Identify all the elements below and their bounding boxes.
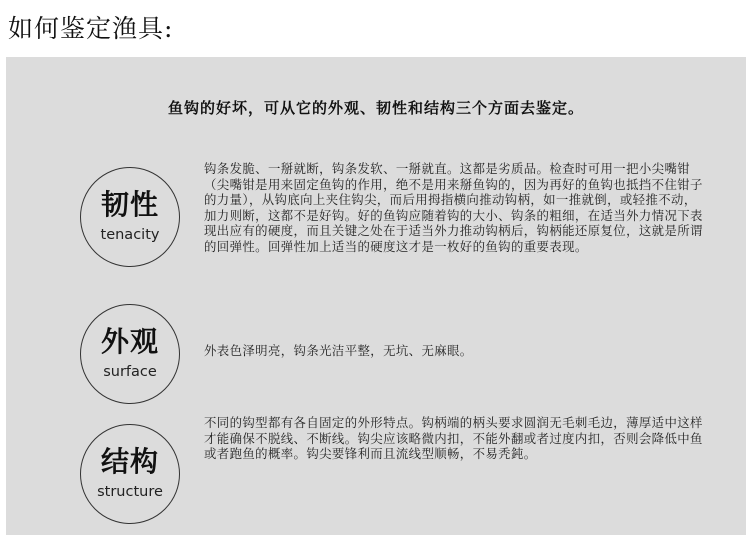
structure-description: 不同的钩型都有各自固定的外形特点。钩柄端的柄头要求圆润无毛刺毛边，薄厚适中这样才能确保不脱线、不断线。钩尖应该略微内扣，不能外翻或者过度内扣，否则会降低中鱼或者跑鱼的概率。钩尖要锋利而且流线型顺畅，不易秃鈍。 [204,415,703,462]
surface-title-cn: 外观 [100,325,159,358]
content-panel [6,57,746,535]
surface-badge [80,304,180,404]
tenacity-badge [80,167,180,267]
tenacity-title-en: tenacity [100,227,160,243]
tenacity-title-cn: 韧性 [100,188,159,221]
surface-description: 外表色泽明亮，钩条光洁平整，无坑、无麻眼。 [204,343,473,358]
intro-text: 鱼钩的好坏，可从它的外观、韧性和结构三个方面去鉴定。 [167,99,584,117]
structure-title-cn: 结构 [100,445,159,478]
tenacity-description: 钩条发脆、一掰就断，钩条发软、一掰就直。这都是劣质品。检查时可用一把小尖嘴钳（尖嘴钳是用来固定鱼钩的作用，绝不是用来掰鱼钩的，因为再好的鱼钩也抵挡不住钳子的力量），从钩底向上夹住钩尖，而后用拇指横向推动钩柄，如一推就倒，或轻推不动，加力则断，这都不是好钩。好的鱼钩应随着钩的大小、钩条的粗细，在适当外力情况下表现出应有的硬度，而且关键之处在于适当外力推动钩柄后，钩柄能还原复位，这就是所谓的回弹性。回弹性加上适当的硬度这才是一枚好的鱼钩的重要表现。 [204,161,703,254]
page-title: 如何鉴定渔具: [8,14,174,43]
structure-badge [80,424,180,524]
surface-title-en: surface [103,364,157,380]
structure-title-en: structure [97,484,163,500]
